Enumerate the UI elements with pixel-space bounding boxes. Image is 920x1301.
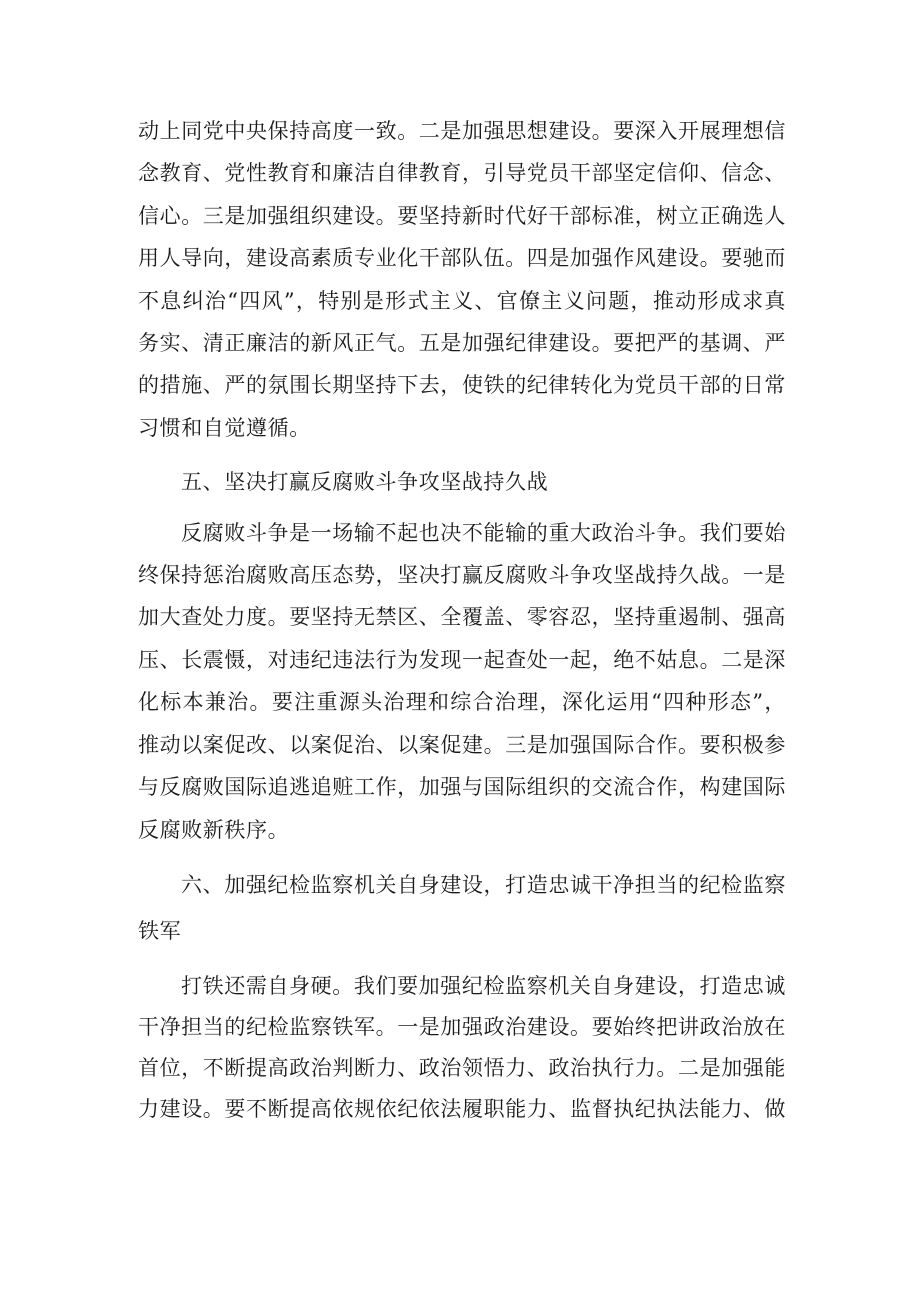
body-paragraph-self-building: 打铁还需自身硬。我们要加强纪检监察机关自身建设，打造忠诚干净担当的纪检监察铁军。一是加强政治建设。要始终把讲政治放在首位，不断提高政治判断力、政治领悟力、政治执行力。二是加强能力建设。要不断提高依规依纪依法履职能力、监督执纪执法能力、做 <box>138 973 786 1121</box>
document-page <box>138 110 786 1130</box>
section-heading-6: 六、加强纪检监察机关自身建设，打造忠诚干净担当的纪检监察铁军 <box>138 872 786 943</box>
body-paragraph-continuation: 动上同党中央保持高度一致。二是加强思想建设。要深入开展理想信念教育、党性教育和廉洁自律教育，引导党员干部坚定信仰、信念、信心。三是加强组织建设。要坚持新时代好干部标准，树立正确选人用人导向，建设高素质专业化干部队伍。四是加强作风建设。要驰而不息纠治“四风”，特别是形式主义、官僚主义问题，推动形成求真务实、清正廉洁的新风正气。五是加强纪律建设。要把严的基调、严的措施、严的氛围长期坚持下去，使铁的纪律转化为党员干部的日常习惯和自觉遵循。 <box>138 119 786 440</box>
section-heading-5: 五、坚决打赢反腐败斗争攻坚战持久战 <box>181 470 549 495</box>
body-paragraph-anticorruption: 反腐败斗争是一场输不起也决不能输的重大政治斗争。我们要始终保持惩治腐败高压态势，坚决打赢反腐败斗争攻坚战持久战。一是加大查处力度。要坚持无禁区、全覆盖、零容忍，坚持重遏制、强高压、长震慑，对违纪违法行为发现一起查处一起，绝不姑息。二是深化标本兼治。要注重源头治理和综合治理，深化运用“四种形态”，推动以案促改、以案促治、以案促建。三是加强国际合作。要积极参与反腐败国际追逃追赃工作，加强与国际组织的交流合作，构建国际反腐败新秩序。 <box>138 520 786 842</box>
